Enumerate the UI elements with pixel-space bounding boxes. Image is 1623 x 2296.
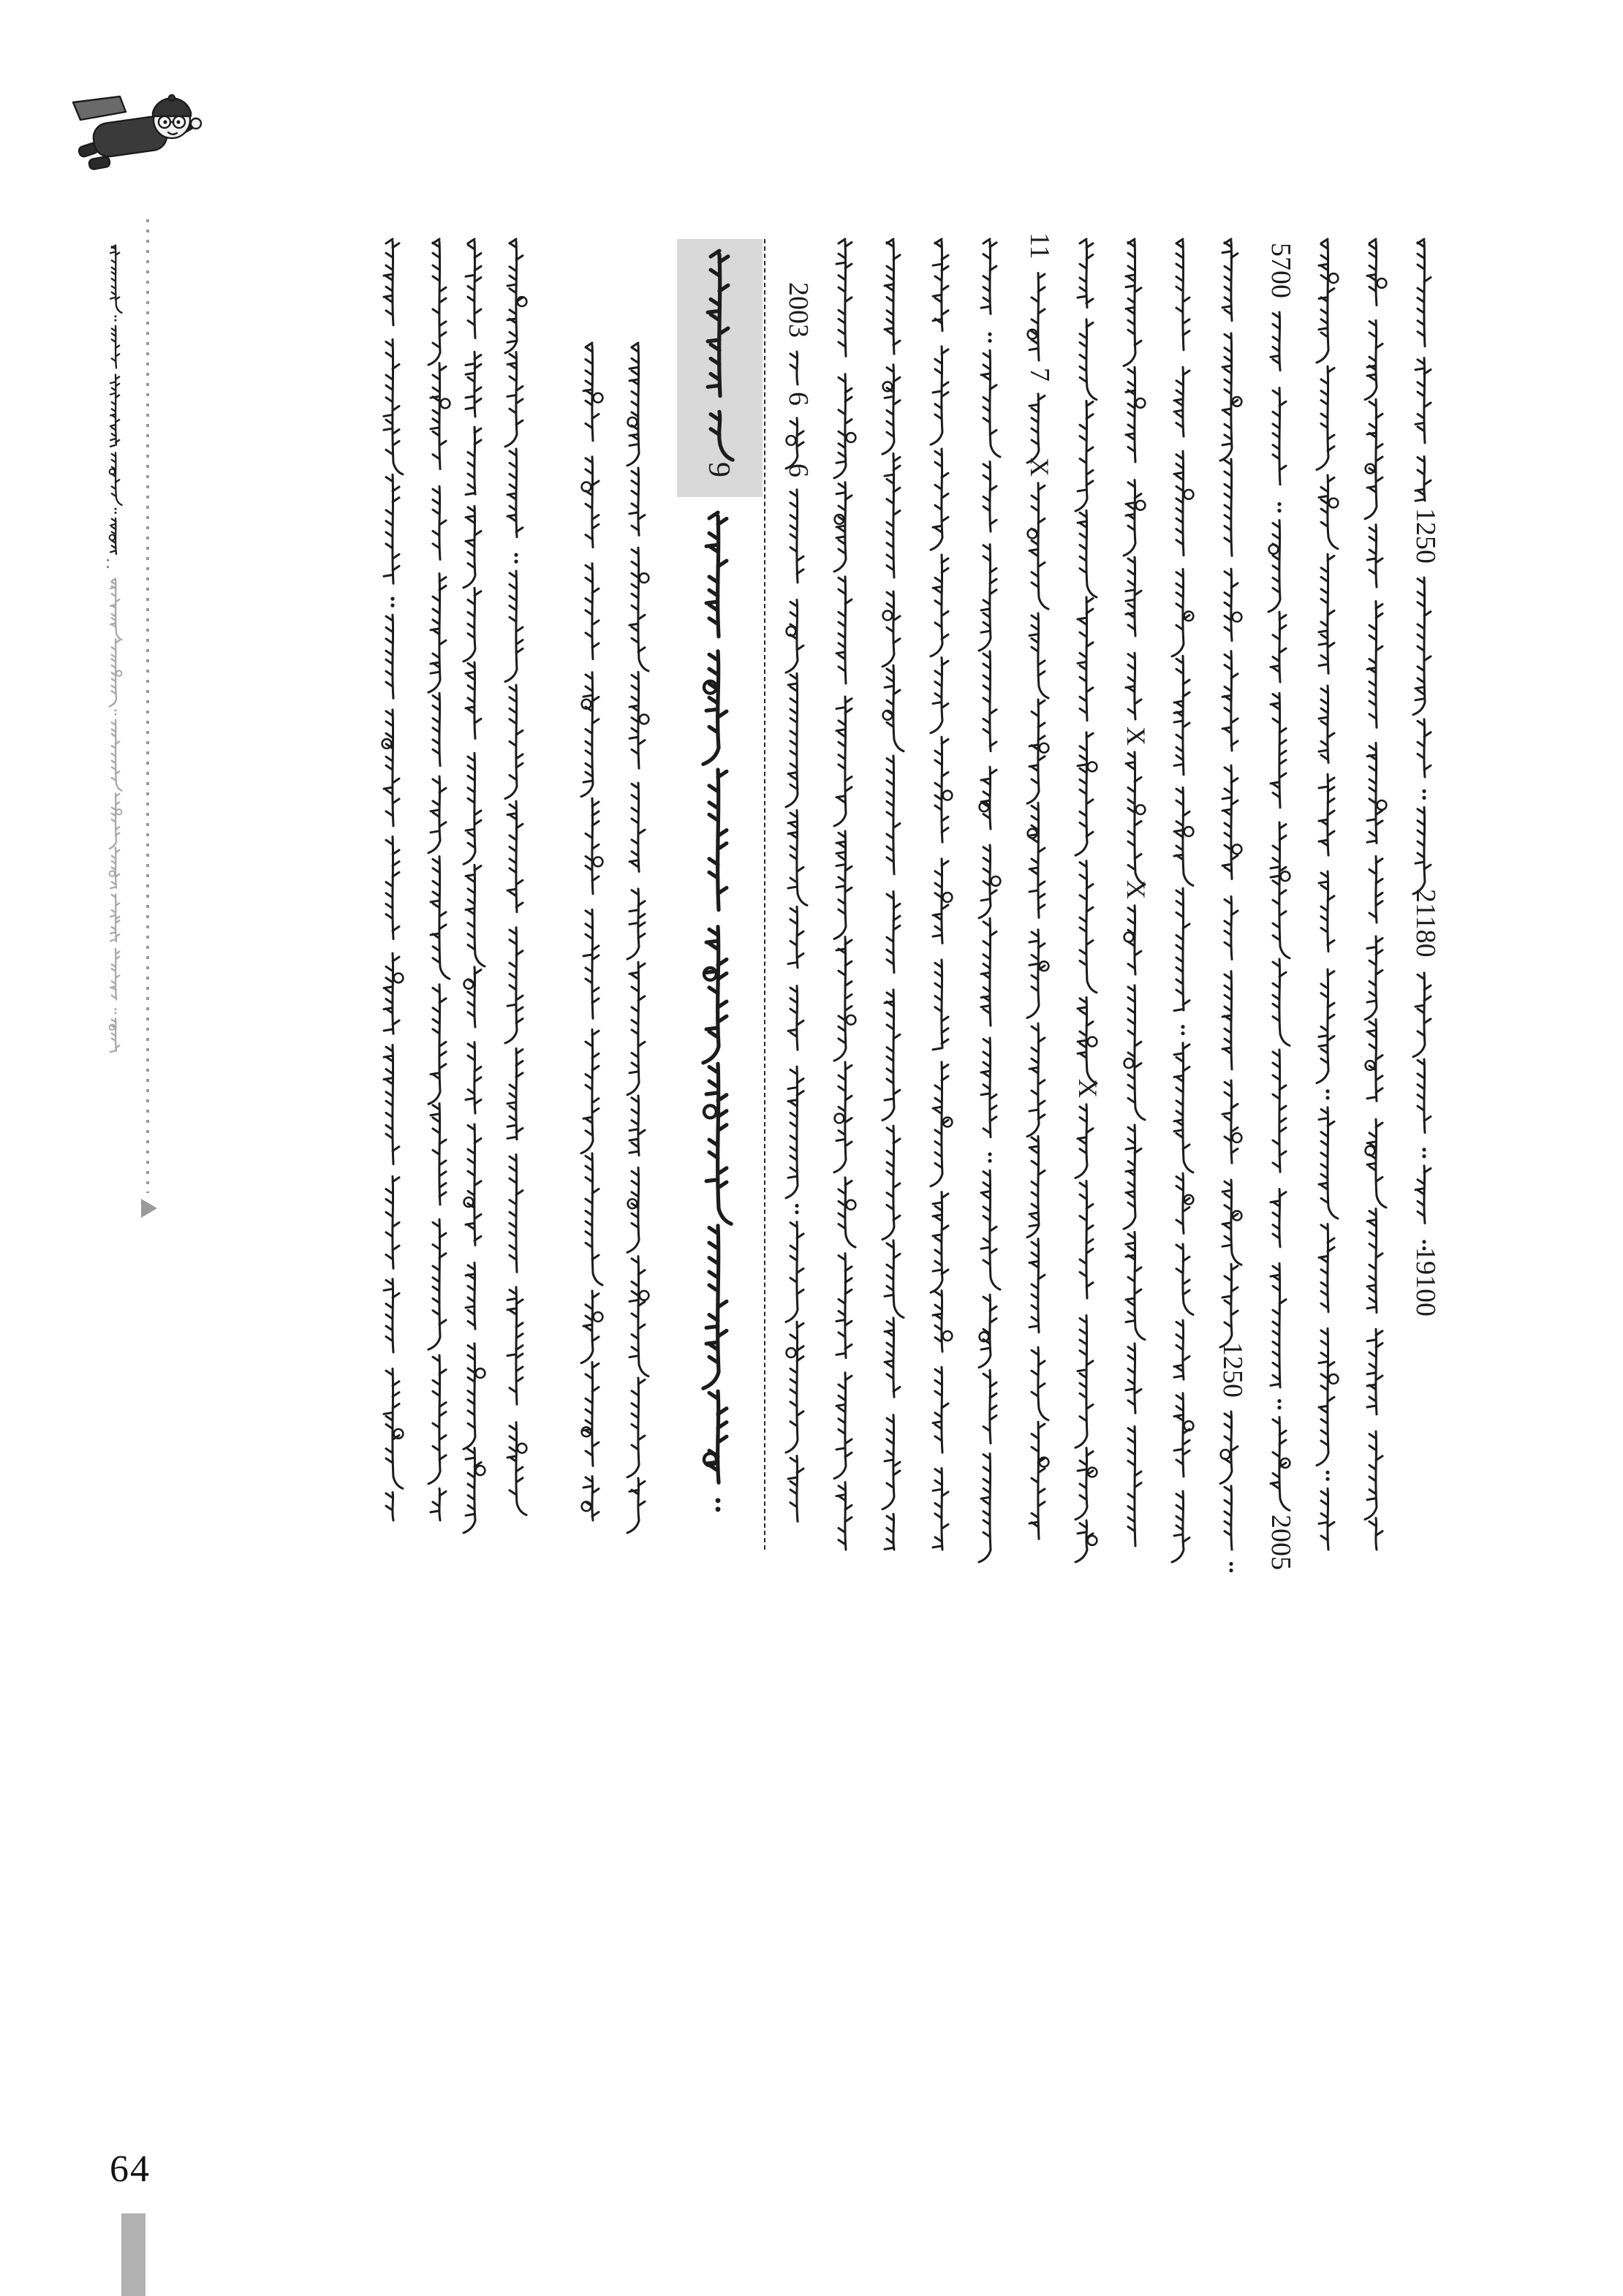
text-column: [703, 512, 731, 1512]
text-column: [1075, 239, 1097, 1562]
footer-corner-tab: [121, 2213, 145, 2296]
section-number: 9: [702, 462, 735, 477]
number-token: X: [1024, 458, 1054, 477]
text-column: [1268, 312, 1290, 1510]
text-column: [1172, 239, 1193, 1562]
number-token: 1250: [1410, 508, 1441, 564]
text-column: [505, 239, 526, 1515]
text-column: [1317, 239, 1338, 1550]
number-token: 2005: [1265, 1515, 1296, 1570]
number-token: 5700: [1265, 243, 1296, 298]
text-column: [1365, 239, 1386, 1550]
number-token: 7: [1024, 368, 1055, 382]
number-token: 1250: [1217, 1342, 1248, 1398]
number-token: 19100: [1410, 1247, 1441, 1316]
text-column: [1220, 239, 1241, 1572]
margin-header-colon: :: [105, 551, 111, 572]
number-token: 2003: [782, 282, 814, 338]
text-column: [627, 343, 648, 1533]
number-token: 6: [782, 392, 814, 406]
text-column: [708, 251, 733, 460]
number-token: X: [1121, 727, 1151, 746]
text-column: [110, 579, 122, 1053]
text-column: [931, 239, 952, 1550]
number-token: 21180: [1410, 889, 1441, 958]
text-column: [882, 239, 904, 1550]
text-column: [428, 239, 450, 1520]
number-token: 11: [1024, 232, 1055, 259]
text-column: [786, 352, 807, 1521]
number-token: X: [1121, 880, 1151, 899]
text-column: [382, 239, 404, 1520]
text-column: [110, 246, 122, 554]
number-token: 6: [782, 463, 814, 477]
text-column: [834, 239, 855, 1550]
number-token: X: [1072, 1079, 1102, 1098]
text-column: [464, 239, 485, 1533]
text-column: [1027, 273, 1048, 1539]
text-column: [581, 343, 602, 1520]
page-number: 64: [110, 2148, 151, 2190]
text-column: [979, 239, 1000, 1562]
text-column: [1124, 239, 1145, 1546]
text-column: [1413, 239, 1431, 1250]
